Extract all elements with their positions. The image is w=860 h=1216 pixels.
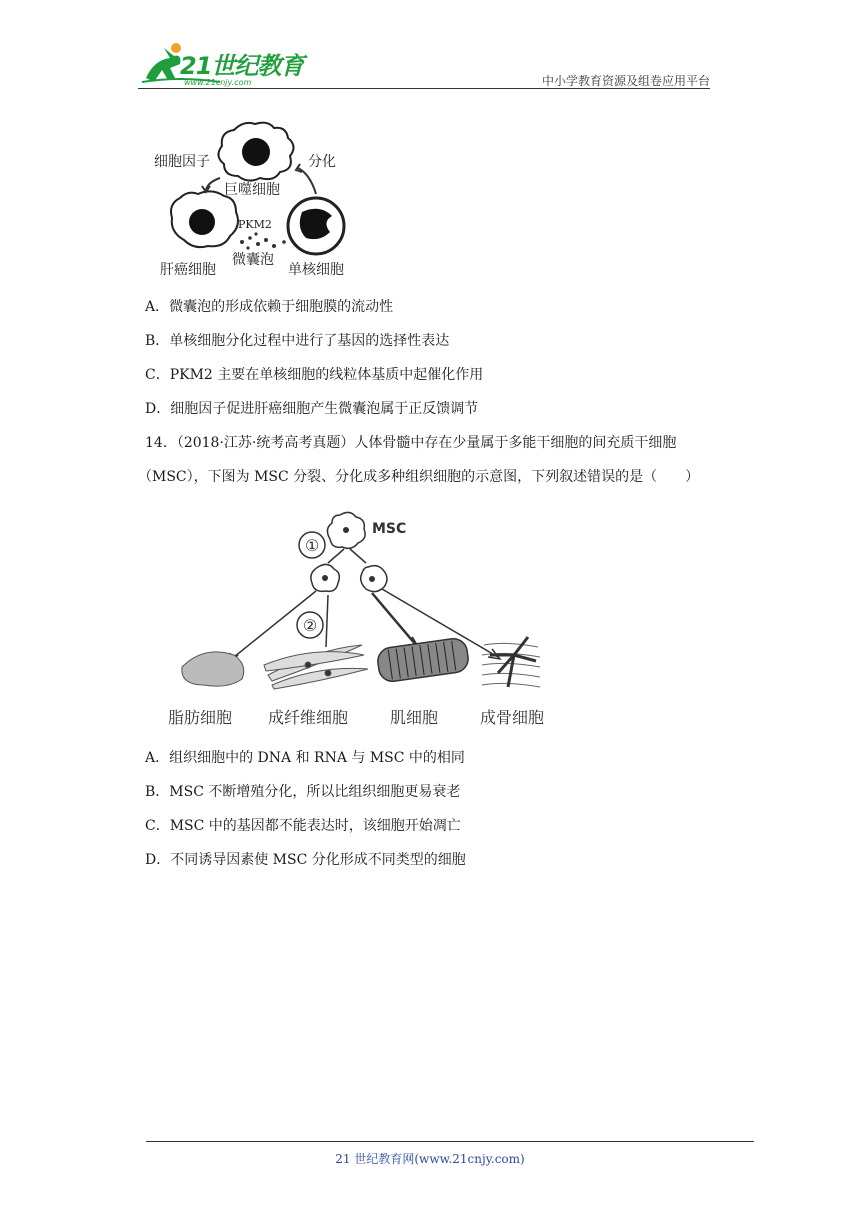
label-step2: ② <box>302 616 318 635</box>
figure-msc-differentiation <box>168 505 588 730</box>
label-step1: ① <box>304 536 320 555</box>
q14-option-c: C．MSC 中的基因都不能表达时，该细胞开始凋亡 <box>145 818 461 834</box>
label-differentiation: 分化 <box>308 154 336 170</box>
q13-option-c: C．PKM2 主要在单核细胞的线粒体基质中起催化作用 <box>145 367 484 383</box>
label-fibroblast: 成纤维细胞 <box>268 708 349 727</box>
header-divider <box>138 88 710 89</box>
figure-macrophage-liver-cancer <box>150 118 360 283</box>
header-platform-text: 中小学教育资源及组卷应用平台 <box>541 74 710 88</box>
fibroblast-cells <box>264 645 368 689</box>
logo-text: 21世纪教育 <box>180 52 304 80</box>
q14-stem-line1: 14．（2018·江苏·统考高考真题）人体骨髓中存在少量属于多能干细胞的间充质干细胞 <box>145 435 677 451</box>
label-msc: MSC <box>372 521 407 537</box>
q14-stem-line2: （MSC），下图为 MSC 分裂、分化成多种组织细胞的示意图，下列叙述错误的是（ ） <box>138 469 700 485</box>
label-liver-cancer: 肝癌细胞 <box>160 262 216 278</box>
adipocyte-cell <box>182 652 244 686</box>
q14-option-d: D．不同诱导因素使 MSC 分化形成不同类型的细胞 <box>145 852 466 868</box>
osteoblast-cell <box>482 637 540 687</box>
q13-option-d: D．细胞因子促进肝癌细胞产生微囊泡属于正反馈调节 <box>145 401 479 417</box>
footer-divider <box>146 1141 754 1142</box>
label-adipocyte: 脂肪细胞 <box>168 708 233 727</box>
label-muscle: 肌细胞 <box>390 708 439 727</box>
muscle-cell <box>376 637 470 683</box>
liver-cancer-nucleus <box>189 209 215 235</box>
label-cytokine: 细胞因子 <box>154 154 210 170</box>
q14-option-b: B．MSC 不断增殖分化，所以比组织细胞更易衰老 <box>145 784 461 800</box>
label-microvesicle: 微囊泡 <box>232 252 274 268</box>
label-osteoblast: 成骨细胞 <box>480 708 545 727</box>
microvesicle-dots <box>240 232 286 249</box>
q14-option-a: A．组织细胞中的 DNA 和 RNA 与 MSC 中的相同 <box>145 750 465 766</box>
macrophage-nucleus <box>242 138 270 166</box>
label-macrophage: 巨噬细胞 <box>224 182 280 198</box>
q13-option-a: A．微囊泡的形成依赖于细胞膜的流动性 <box>145 299 394 315</box>
logo-url: www.21cnjy.com <box>184 78 252 87</box>
label-monocyte: 单核细胞 <box>288 262 344 278</box>
label-pkm2: PKM2 <box>238 218 272 231</box>
footer-link[interactable]: 21 世纪教育网(www.21cnjy.com) <box>335 1152 525 1166</box>
q13-option-b: B．单核细胞分化过程中进行了基因的选择性表达 <box>145 333 450 349</box>
